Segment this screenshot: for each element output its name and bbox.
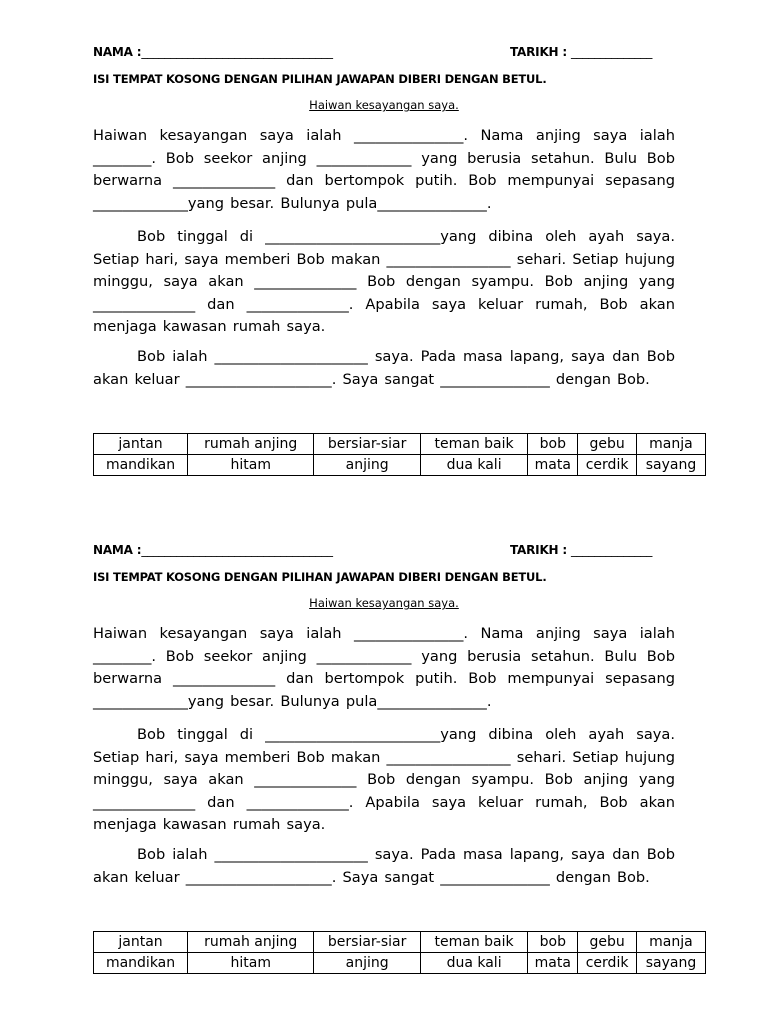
tarikh-line: ______________ <box>570 45 653 59</box>
blank: _______________ <box>377 692 487 710</box>
word-cell: dua kali <box>420 953 527 974</box>
word-cell: mandikan <box>94 455 188 476</box>
instruction: ISI TEMPAT KOSONG DENGAN PILIHAN JAWAPAN DIBERI DENGAN BETUL. <box>93 72 547 86</box>
word-cell: rumah anjing <box>188 434 314 455</box>
text: sehari. Setiap hujung minggu, saya akan <box>93 250 676 290</box>
text: . Saya sangat <box>331 370 441 388</box>
text: . Apabila saya keluar rumah, Bob akan menjaga kawasan rumah saya. <box>93 793 676 833</box>
text: yang berusia setahun. Bulu Bob berwarna <box>93 647 675 687</box>
blank: ________________________ <box>265 228 441 245</box>
worksheet-2 <box>0 498 768 998</box>
text: yang besar. Bulunya pula <box>187 194 378 212</box>
word-cell: anjing <box>314 455 421 476</box>
nama-label: NAMA : <box>93 45 142 59</box>
word-cell: gebu <box>578 434 637 455</box>
blank: ______________ <box>246 793 349 811</box>
word-cell: manja <box>636 932 705 953</box>
word-bank-table <box>93 433 706 476</box>
text: Haiwan kesayangan saya ialah <box>93 127 354 144</box>
blank: _____________ <box>316 647 412 665</box>
blank: ______________ <box>93 295 196 313</box>
blank: ________ <box>93 647 152 665</box>
word-cell: rumah anjing <box>188 932 314 953</box>
text: saya. Pada masa lapang, saya dan Bob akan keluar <box>93 846 675 886</box>
text: yang besar. Bulunya pula <box>187 692 378 710</box>
word-cell: mata <box>528 455 578 476</box>
text: Bob tinggal di <box>137 228 266 245</box>
text: Bob tinggal di <box>137 726 266 743</box>
word-cell: manja <box>636 434 705 455</box>
blank: _______________ <box>353 127 464 144</box>
story-title: Haiwan kesayangan saya. <box>309 98 459 112</box>
word-cell: hitam <box>188 455 314 476</box>
word-cell: jantan <box>94 932 188 953</box>
blank: ______________ <box>254 273 357 290</box>
blank: _______________ <box>353 625 464 642</box>
text: saya. Pada masa lapang, saya dan Bob akan keluar <box>93 348 675 388</box>
worksheet-1 <box>0 0 768 500</box>
word-cell: mata <box>528 953 578 974</box>
blank: _____________________ <box>214 846 368 863</box>
table-row <box>94 932 706 953</box>
tarikh-header <box>510 45 652 59</box>
paragraph-2 <box>93 724 675 837</box>
text: . Nama anjing saya ialah <box>463 625 675 642</box>
blank: ____________________ <box>185 868 332 886</box>
text: yang dibina oleh ayah saya. Setiap hari, saya memberi Bob makan <box>93 726 675 766</box>
blank: ________ <box>93 149 152 167</box>
text: dengan Bob. <box>549 370 650 388</box>
blank: _______________ <box>440 868 550 886</box>
word-cell: bob <box>528 932 578 953</box>
blank: ______________ <box>173 670 276 687</box>
blank: _________________ <box>386 250 511 268</box>
paragraph-2 <box>93 226 675 339</box>
text: sehari. Setiap hujung minggu, saya akan <box>93 748 676 788</box>
word-cell: jantan <box>94 434 188 455</box>
text: Bob dengan syampu. Bob anjing yang <box>356 273 676 290</box>
tarikh-label: TARIKH : <box>510 543 567 557</box>
tarikh-line: ______________ <box>570 543 653 557</box>
blank: ________________________ <box>265 726 441 743</box>
text: yang berusia setahun. Bulu Bob berwarna <box>93 149 675 189</box>
text: dan <box>195 793 247 811</box>
text: . <box>486 692 492 710</box>
nama-line: _________________________________ <box>141 45 333 59</box>
blank: ______________ <box>173 172 276 189</box>
blank: _____________ <box>93 692 188 710</box>
blank: ______________ <box>254 771 357 788</box>
nama-header <box>93 543 333 557</box>
word-cell: sayang <box>636 953 705 974</box>
nama-header <box>93 45 333 59</box>
text: . Nama anjing saya ialah <box>463 127 675 144</box>
table-row <box>94 455 706 476</box>
blank: _____________________ <box>214 348 368 365</box>
story-title: Haiwan kesayangan saya. <box>309 596 459 610</box>
word-cell: anjing <box>314 953 421 974</box>
text: Haiwan kesayangan saya ialah <box>93 625 354 642</box>
text: yang dibina oleh ayah saya. Setiap hari, saya memberi Bob makan <box>93 228 675 268</box>
text: Bob ialah <box>137 348 215 365</box>
tarikh-label: TARIKH : <box>510 45 567 59</box>
word-cell: hitam <box>188 953 314 974</box>
blank: _________________ <box>386 748 511 766</box>
word-bank-table <box>93 931 706 974</box>
paragraph-3 <box>93 844 675 889</box>
paragraph-1 <box>93 623 675 713</box>
text: Bob dengan syampu. Bob anjing yang <box>356 771 676 788</box>
text: . Saya sangat <box>331 868 441 886</box>
word-cell: bersiar-siar <box>314 434 421 455</box>
word-cell: cerdik <box>578 455 637 476</box>
blank: ____________________ <box>185 370 332 388</box>
text: dan bertompok putih. Bob mempunyai sepasang <box>275 172 675 189</box>
word-cell: teman baik <box>420 434 527 455</box>
paragraph-1 <box>93 125 675 215</box>
text: dan bertompok putih. Bob mempunyai sepasang <box>275 670 675 687</box>
word-cell: sayang <box>636 455 705 476</box>
text: Bob ialah <box>137 846 215 863</box>
text: . Bob seekor anjing <box>151 647 317 665</box>
blank: _____________ <box>93 194 188 212</box>
word-cell: bob <box>528 434 578 455</box>
tarikh-header <box>510 543 652 557</box>
blank: _______________ <box>440 370 550 388</box>
blank: ______________ <box>246 295 349 313</box>
word-cell: dua kali <box>420 455 527 476</box>
word-cell: teman baik <box>420 932 527 953</box>
text: . <box>486 194 492 212</box>
text: . Apabila saya keluar rumah, Bob akan menjaga kawasan rumah saya. <box>93 295 676 335</box>
table-row <box>94 434 706 455</box>
text: . Bob seekor anjing <box>151 149 317 167</box>
blank: _____________ <box>316 149 412 167</box>
table-row <box>94 953 706 974</box>
nama-label: NAMA : <box>93 543 142 557</box>
nama-line: _________________________________ <box>141 543 333 557</box>
word-cell: gebu <box>578 932 637 953</box>
word-cell: cerdik <box>578 953 637 974</box>
blank: _______________ <box>377 194 487 212</box>
instruction: ISI TEMPAT KOSONG DENGAN PILIHAN JAWAPAN DIBERI DENGAN BETUL. <box>93 570 547 584</box>
text: dan <box>195 295 247 313</box>
paragraph-3 <box>93 346 675 391</box>
text: dengan Bob. <box>549 868 650 886</box>
word-cell: mandikan <box>94 953 188 974</box>
blank: ______________ <box>93 793 196 811</box>
word-cell: bersiar-siar <box>314 932 421 953</box>
